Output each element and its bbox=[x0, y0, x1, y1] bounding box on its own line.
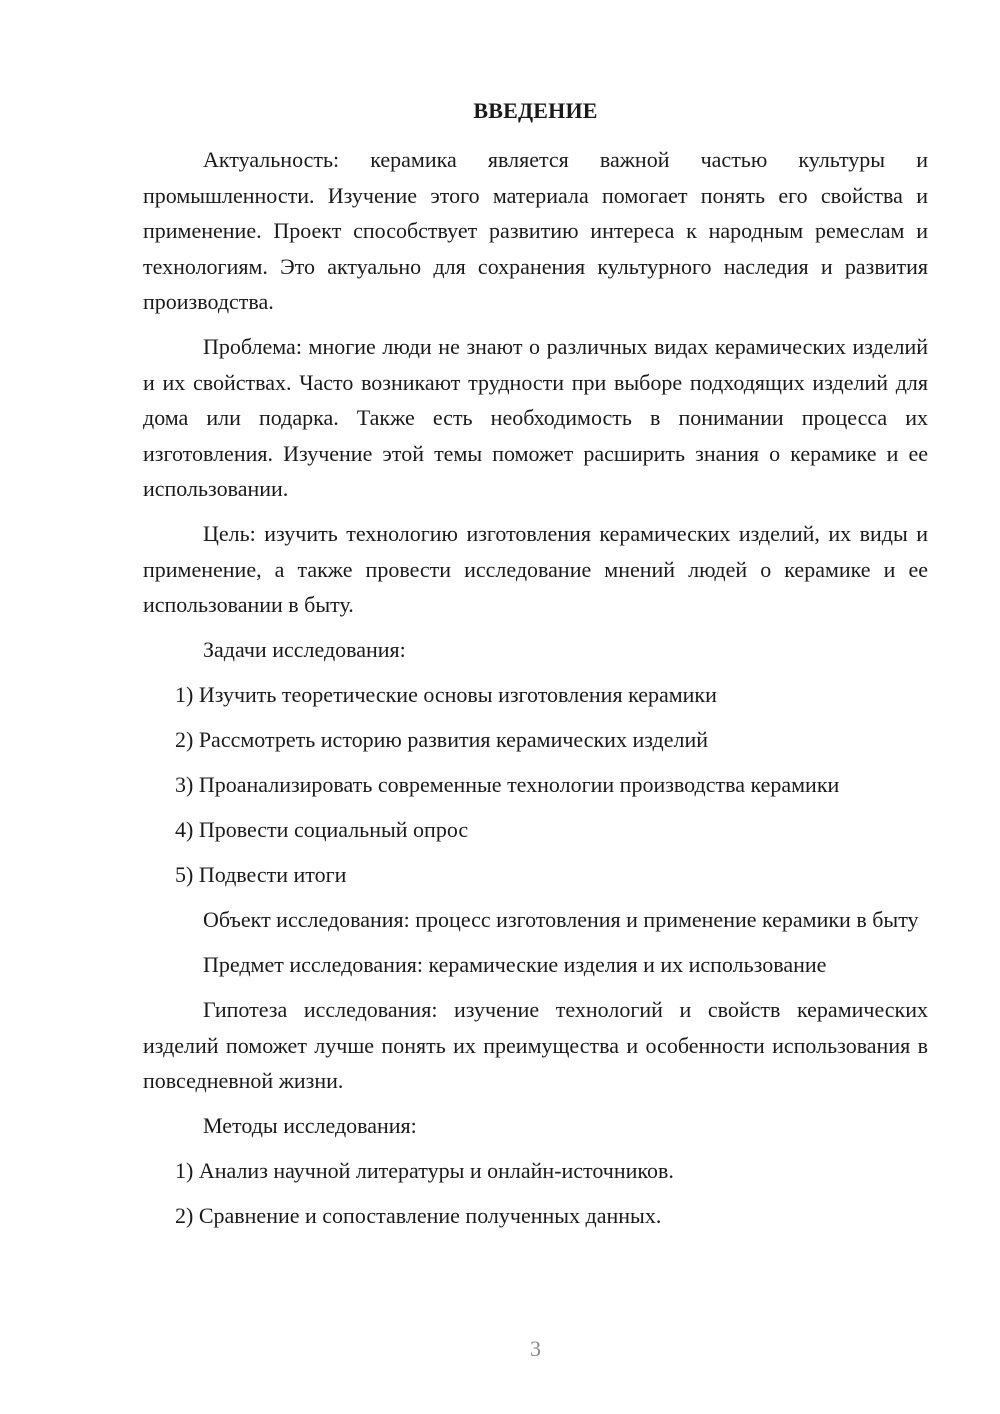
method-item: 2) Сравнение и сопоставление полученных данных. bbox=[175, 1203, 662, 1228]
relevance-paragraph: Актуальность: керамика является важной частью культуры и промышленности. Изучение этого материала помогает понять его свойства и применение. Проект способствует развитию интереса к народным ремеслам и технологиям. Это актуально для сохранения культурного наследия и развития производства. bbox=[143, 147, 928, 314]
task-item: 1) Изучить теоретические основы изготовления керамики bbox=[175, 682, 717, 707]
task-item: 3) Проанализировать современные технологии производства керамики bbox=[175, 772, 840, 797]
methods-heading: Методы исследования: bbox=[203, 1113, 417, 1138]
page-number: 3 bbox=[530, 1336, 541, 1361]
task-item: 2) Рассмотреть историю развития керамических изделий bbox=[175, 727, 708, 752]
object-paragraph: Объект исследования: процесс изготовления и применение керамики в быту bbox=[203, 907, 919, 932]
section-title: ВВЕДЕНИЕ bbox=[473, 98, 598, 123]
document-page bbox=[143, 0, 928, 1414]
method-item: 1) Анализ научной литературы и онлайн-источников. bbox=[175, 1158, 674, 1183]
task-item: 4) Провести социальный опрос bbox=[175, 817, 469, 842]
subject-paragraph: Предмет исследования: керамические изделия и их использование bbox=[203, 952, 827, 977]
goal-paragraph: Цель: изучить технологию изготовления керамических изделий, их виды и применение, а также провести исследование мнений людей о керамике и ее использовании в быту. bbox=[143, 521, 928, 617]
task-item: 5) Подвести итоги bbox=[175, 862, 347, 887]
tasks-heading: Задачи исследования: bbox=[203, 637, 406, 662]
hypothesis-paragraph: Гипотеза исследования: изучение технологий и свойств керамических изделий поможет лучше понять их преимущества и особенности использования в повседневной жизни. bbox=[143, 997, 928, 1093]
problem-paragraph: Проблема: многие люди не знают о различных видах керамических изделий и их свойствах. Часто возникают трудности при выборе подходящих изделий для дома или подарка. Также есть необходимость в понимании процесса их изготовления. Изучение этой темы поможет расширить знания о керамике и ее использовании. bbox=[143, 334, 928, 501]
document-body bbox=[143, 142, 928, 1243]
